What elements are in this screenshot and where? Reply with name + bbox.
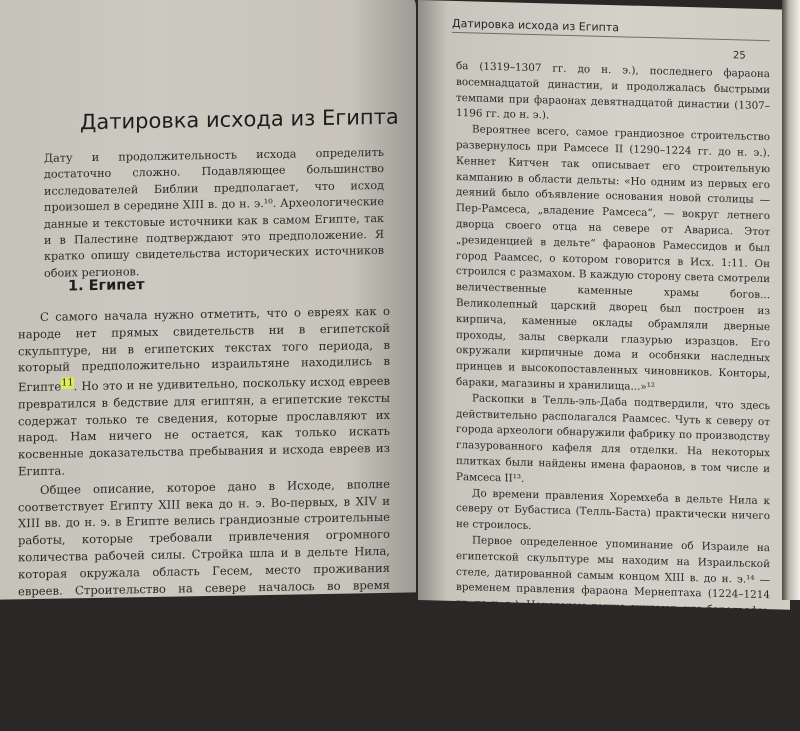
paragraph-1 [18, 303, 390, 480]
paragraph-horemheb: До времени правления Хоремхеба в дельте Нила к северу от Бубастиса (Телль-Баста) практически ничего не строилось. [456, 486, 770, 533]
paragraph-2: Общее описание, которое дано в Исходе, вполне соответствует Египту XIII века до н. э. Во-первых, в XIV и XIII вв. до н. э. в Египте велись грандиозные строительные работы, которые требовали привлечения огромного количества рабочей силы. Стройка шла и в дельте Нила, которая окружала область Гесем, место проживания евреев. Строительство на севере началось во время правления Хоремхе- [18, 476, 390, 615]
left-body-text [18, 303, 390, 619]
running-head: Датировка исхода из Египта [452, 17, 770, 41]
chapter-intro: Дату и продолжительность исхода определить достаточно сложно. Подавляющее большинство исследователей Библии предполагает, что исход произошел в середине XIII в. до н. э.¹⁰. Археологические данные и текстовые источники как в самом Египте, так и в Палестине подтверждают это предположение. Я кратко опишу свидетельства исторических источников обоих регионов. [44, 145, 384, 280]
page-stack-edge [782, 0, 800, 600]
right-page [418, 0, 790, 722]
paragraph-israel-stele: Первое определенное упоминание об Израиле на египетской скульптуре мы находим на Израильской стеле, датированной самым концом XIII в. до н. э.¹⁴ — временем правления фараона Мернептаха (1224–1214 гг. до н. э.). Некоторые также считают, что барельефы, найденные в Карнаке, возможно, изображают поражение израильтян, которое им нанес Мернептах во время своего военного похода в Ханаан¹⁵. [456, 534, 770, 663]
paragraph-continued: ба (1319–1307 гг. до н. э.), последнего фараона восемнадцатой династии, и продолжалась быстрыми темпами при фараонах девятнадцатой династии (1307–1196 гг. до н. э.). [456, 59, 770, 122]
chapter-title: Датировка исхода из Египта [80, 104, 399, 135]
right-body-text [456, 59, 770, 731]
section-heading: 1. Египет [68, 277, 145, 295]
highlighted-footnote-marker: 11 [61, 377, 74, 389]
paragraph-1-end: . Но это и не удивительно, поскольку исход евреев превратился в бедствие для египтян, а египетские тексты содержат только те сведения, которые прославляют их народ. Нам ничего не остается, как только искать косвенные доказательства пребывания и исхода евреев из Египта. [18, 373, 390, 479]
paragraph-excavations: Раскопки в Телль-эль-Даба подтвердили, что здесь действительно располагался Раамсес. Чуть к северу от города археологи обнаружили фабрику по производству глазурованного кафеля для отделки. На некоторых плитках были найдены имена фараонов, в том числе и Рамсеса II¹³. [456, 392, 770, 485]
left-page [0, 0, 416, 615]
paragraph-quote-kitchen: Вероятнее всего, самое грандиозное строительство развернулось при Рамсесе II (1290–1224 гг. до н. э.). Кеннет Китчен так описывает его строительную кампанию в области дельты: «Но одним из первых его деяний было объявление основания новой столицы — Пер-Рамсеса, „владение Рамсеса“, — вокруг летнего дворца своего отца на севере от Авариса. Этот „резиденцией в дельте“ фараонов Рамессидов и был город Раамсес, о котором говорится в Исх. 1:11. Он строился с размахом. В каждую сторону света смотрели величественные каменные храмы богов... Великолепный царский дворец был построен из кирпича, каменные оклады обрамляли дверные проходы, залы сверкали глазурью изразцов. Его окружали кирпичные дома и особняки наследных принцев и высокопоставленных чиновников. Конторы, бараки, магазины и хранилища...»¹² [456, 123, 770, 394]
paragraph-sarna: Кроме того, как замечает Сарна, «...начиная с 1550 г. до н. э. в течение последующих нескольких сотен лет могущественные египетские фараоны правили в Ханаане же- [456, 660, 770, 722]
page-number: 25 [733, 50, 746, 62]
paragraph-1-start: С самого начала нужно отметить, что о евреях как о народе нет прямых свидетельств ни в египетской скульптуре, ни в египетских текстах того периода, в который предположительно израильтяне находились в Египте [18, 303, 390, 395]
